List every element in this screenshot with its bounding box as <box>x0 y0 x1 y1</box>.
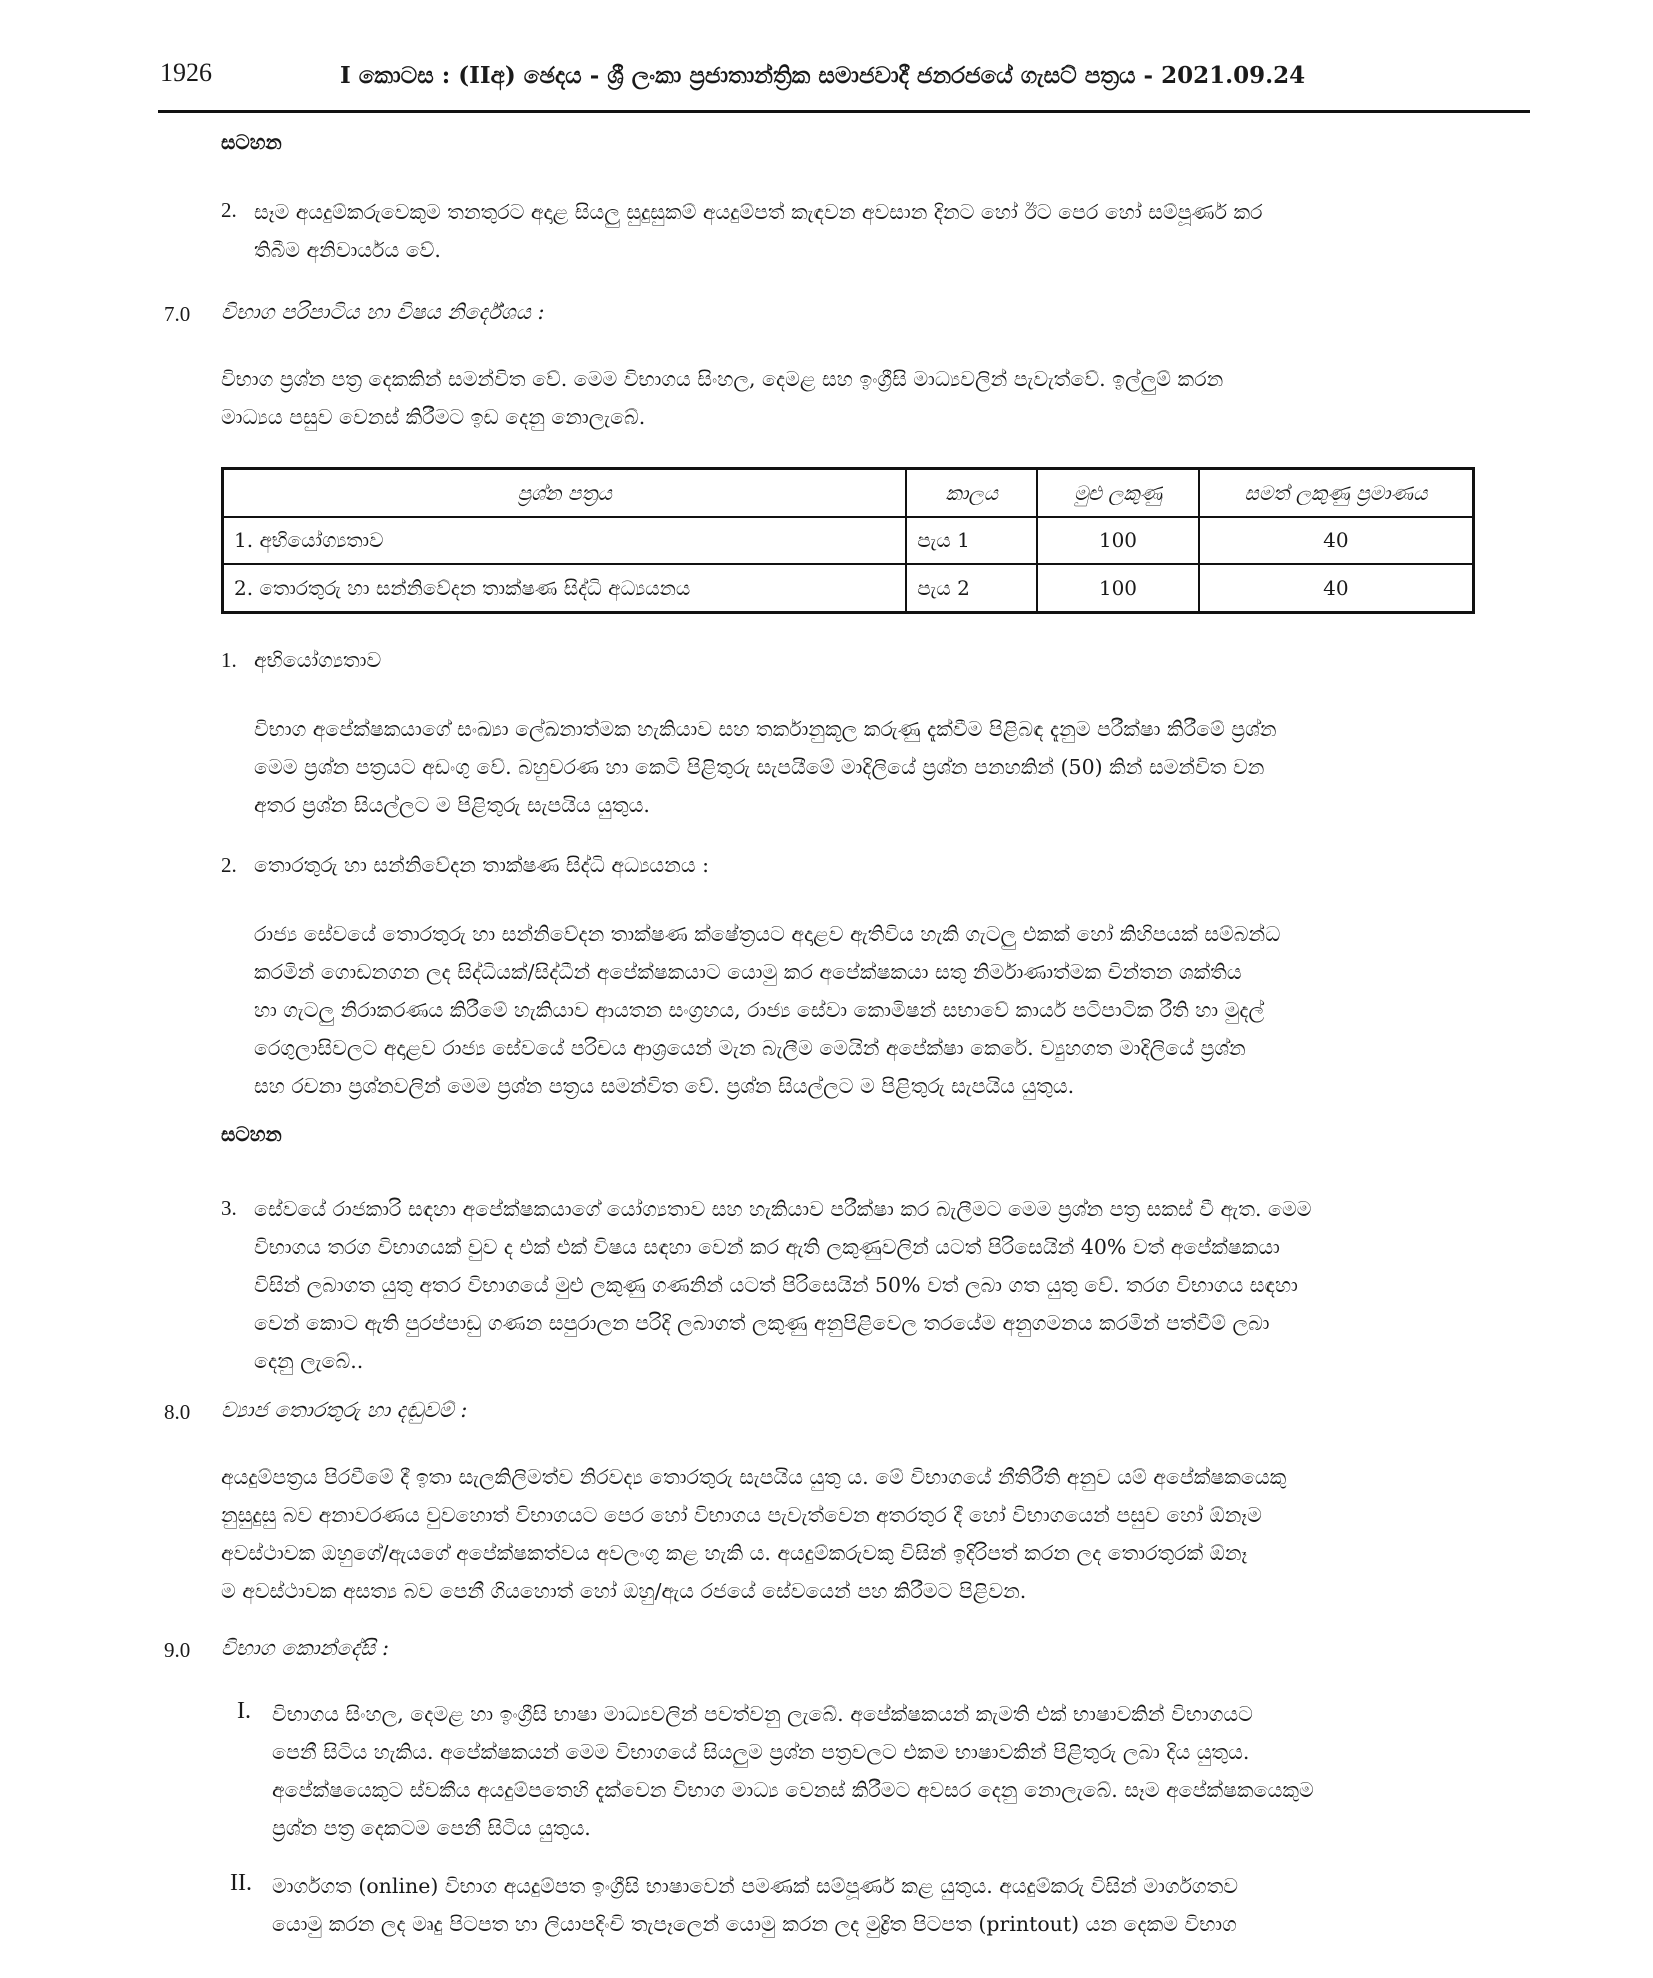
table-cell: පැය 1 <box>906 517 1037 565</box>
table-row <box>223 564 1474 612</box>
section9-item1-line-1: විභාගය සිංහල, දෙමළ හා ඉංග්‍රීසි භාෂා මාධ්‍යවලින් පවත්වනු ලැබේ. අපේක්ෂකයන් කැමති එක් භාෂාවකින් විභාගයට <box>272 1702 1253 1726</box>
section7-intro <box>221 360 1526 436</box>
table-header-row <box>223 469 1474 517</box>
section9-item1-line-4: ප්‍රශ්න පත්‍ර දෙකටම පෙනී සිටිය යුතුය. <box>272 1816 591 1840</box>
sub1-line-1: විභාග අපේක්ෂකයාගේ සංඛ්‍යා ලේඛනාත්මක හැකියාව සහ තර්කානුකූල කරුණු දැක්වීම පිළිබඳ දැනුම පරීක්ෂා කිරීමේ ප්‍රශ්න <box>254 717 1277 741</box>
section9-title: විභාග කොන්දේසි : <box>221 1636 390 1660</box>
note3-number: 3. <box>221 1196 237 1220</box>
section9-number: 9.0 <box>164 1638 191 1662</box>
page-number: 1926 <box>160 58 212 87</box>
col-header-paper: ප්‍රශ්න පත්‍රය <box>223 469 907 517</box>
table-cell: 100 <box>1037 517 1198 565</box>
sub1-line-2: මෙම ප්‍රශ්න පත්‍රයට අඩංගු වේ. බහුවරණ හා කෙටි පිළිතුරු සැපයීමේ මාදිලියේ ප්‍රශ්න පනහකින් (50) කින් සමන්විත වන <box>254 755 1265 779</box>
note3-line-1: සේවයේ රාජකාරි සඳහා අපේක්ෂකයාගේ යෝග්‍යතාව සහ හැකියාව පරීක්ෂා කර බැලීමට මෙම ප්‍රශ්න පත්‍ර සකස් වී ඇත. මෙම <box>254 1197 1312 1221</box>
sub1-line-3: අතර ප්‍රශ්න සියල්ලට ම පිළිතුරු සැපයිය යුතුය. <box>254 793 650 817</box>
sub2-line-2: කරමින් ගොඩනගන ලද සිද්ධියක්/සිද්ධීන් අපේක්ෂකයාට යොමු කර අපේක්ෂකයා සතු නිර්මාණාත්මක චින්තන ශක්තිය <box>254 960 1242 984</box>
section8-line-2: නුසුදුසු බව අනාවරණය වුවහොත් විභාගයට පෙර හෝ විභාගය පැවැත්වෙන අතරතුර දී හෝ විභාගයෙන් පසුව හෝ ඕනෑම <box>221 1503 1262 1527</box>
note-label-2: සටහන <box>221 1122 282 1146</box>
note3-line-2: විභාගය තරග විභාගයක් වුව ද එක් එක් විෂය සඳහා වෙන් කර ඇති ලකුණුවලින් යටත් පිරිසෙයින් 40% වත් අපේක්ෂකයා <box>254 1235 1280 1259</box>
note2-line-2: තිබීම අනිවාර්යය වේ. <box>254 238 441 262</box>
note3-line-3: විසින් ලබාගත යුතු අතර විභාගයේ මුළු ලකුණු ගණනින් යටත් පිරිසෙයින් 50% වත් ලබා ගත යුතු වේ. තරග විභාගය සඳහා <box>254 1273 1298 1297</box>
sub1-number: 1. <box>221 648 237 672</box>
section7-number: 7.0 <box>164 302 191 326</box>
section8-number: 8.0 <box>164 1400 191 1424</box>
note2-paragraph <box>254 193 1526 269</box>
section8-line-4: ම අවස්ථාවක අසත්‍ය බව පෙනී ගියහොත් හෝ ඔහු/ඇය රජයේ සේවයෙන් පහ කිරීමට පිළිවන. <box>221 1579 1027 1603</box>
section9-item1-line-2: පෙනී සිටිය හැකිය. අපේක්ෂකයන් මෙම විභාගයේ සියලුම ප්‍රශ්න පත්‍රවලට එකම භාෂාවකින් පිළිතුරු ලබා දිය යුතුය. <box>272 1740 1250 1764</box>
header-rule <box>158 110 1530 113</box>
exam-papers-table <box>221 467 1475 614</box>
section9-item2-line-1: මාර්ගගත (online) විභාග අයදුම්පත ඉංග්‍රීසි භාෂාවෙන් පමණක් සම්පූර්ණ කළ යුතුය. අයදුම්කරු විසින් මාර්ගගතව <box>272 1874 1238 1898</box>
col-header-total-marks: මුළු ලකුණු <box>1037 469 1198 517</box>
section8-line-1: අයදුම්පත්‍රය පිරවීමේ දී ඉතා සැලකිලිමත්ව නිරවද්‍ය තොරතුරු සැපයිය යුතු ය. මේ විභාගයේ නීතිරීති අනුව යම් අපේක්ෂකයෙකු <box>221 1465 1287 1489</box>
section9-item2-number: II. <box>230 1870 252 1896</box>
sub1-title: අභියෝග්‍යතාව <box>254 648 382 672</box>
sub1-paragraph <box>254 710 1526 824</box>
table-cell: 1. අභියෝග්‍යතාව <box>223 517 907 565</box>
table-row <box>223 517 1474 565</box>
sub2-line-4: රෙගුලාසිවලට අදාළව රාජ්‍ය සේවයේ පරිචය ආශ්‍රයෙන් මැන බැලීම මෙයින් අපේක්ෂා කෙරේ. ව්‍යුහගත මාදිලියේ ප්‍රශ්න <box>254 1036 1246 1060</box>
section7-intro-line-1: විභාග ප්‍රශ්න පත්‍ර දෙකකින් සමන්විත වේ. මෙම විභාගය සිංහල, දෙමළ සහ ඉංග්‍රීසි මාධ්‍යවලින් පැවැත්වේ. ඉල්ලුම් කරන <box>221 367 1224 391</box>
section9-item2-line-2: යොමු කරන ලද මෘදු පිටපත හා ලියාපදිංචි තැපෑලෙන් යොමු කරන ලද මුද්‍රිත පිටපත (printout) යන දෙකම විභාග <box>272 1912 1237 1936</box>
section8-paragraph <box>221 1458 1526 1610</box>
section8-title: ව්‍යාජ තොරතුරු හා දඬුවම් : <box>221 1398 468 1422</box>
col-header-time: කාලය <box>906 469 1037 517</box>
note2-line-1: සෑම අයදුම්කරුවෙකුම තනතුරට අදාළ සියලු සුදුසුකම් අයදුම්පත් කැඳවන අවසාන දිනට හෝ ඊට පෙර හෝ සම්පූර්ණ කර <box>254 200 1263 224</box>
note3-line-4: වෙන් කොට ඇති පුරප්පාඩු ගණන සපුරාලන පරිදි ලබාගත් ලකුණු අනුපිළිවෙල තරයේම අනුගමනය කරමින් පත්වීම් ලබා <box>254 1311 1270 1335</box>
section8-line-3: අවස්ථාවක ඔහුගේ/ඇයගේ අපේක්ෂකත්වය අවලංගු කළ හැකි ය. අයදුම්කරුවකු විසින් ඉදිරිපත් කරන ලද තොරතුරක් ඕනෑ <box>221 1541 1248 1565</box>
col-header-pass-marks: සමත් ලකුණු ප්‍රමාණය <box>1199 469 1474 517</box>
sub2-line-3: හා ගැටලු නිරාකරණය කිරීමේ හැකියාව ආයතන සංග්‍රහය, රාජ්‍ය සේවා කොමිෂන් සභාවේ කාර්ය පටිපාටික රීති හා මුදල් <box>254 998 1265 1022</box>
table-cell: 100 <box>1037 564 1198 612</box>
table-cell: 40 <box>1199 517 1474 565</box>
section9-item2-paragraph <box>272 1867 1526 1943</box>
note3-paragraph <box>254 1190 1526 1380</box>
section7-intro-line-2: මාධ්‍යය පසුව වෙනස් කිරීමට ඉඩ දෙනු නොලැබේ. <box>221 405 646 429</box>
section7-title: විභාග පරිපාටිය හා විෂය නිර්දේශය : <box>221 300 545 324</box>
section9-item1-number: I. <box>237 1698 251 1724</box>
sub2-number: 2. <box>221 853 237 877</box>
sub2-line-1: රාජ්‍ය සේවයේ තොරතුරු හා සන්නිවේදන තාක්ෂණ ක්ෂේත්‍රයට අදාළව ඇතිවිය හැකි ගැටලු එකක් හෝ කිහිපයක් සම්බන්ධ <box>254 922 1281 946</box>
gazette-header-title: I කොටස : (IIඅ) ඡෙදය - ශ්‍රී ලංකා ප්‍රජාතාන්ත්‍රික සමාජවාදී ජනරජයේ ගැසට් පත්‍රය - 2021.09.24 <box>340 62 1306 89</box>
table-cell: 40 <box>1199 564 1474 612</box>
sub2-line-5: සහ රචනා ප්‍රශ්නවලින් මෙම ප්‍රශ්න පත්‍රය සමන්විත වේ. ප්‍රශ්න සියල්ලට ම පිළිතුරු සැපයිය යුතුය. <box>254 1074 1075 1098</box>
section9-item1-paragraph <box>272 1695 1526 1847</box>
sub2-title: තොරතුරු හා සන්නිවේදන තාක්ෂණ සිද්ධි අධ්‍යයනය : <box>254 853 709 877</box>
section9-item1-line-3: අපේක්ෂයෙකුට ස්වකීය අයදුම්පතෙහි දැක්වෙන විභාග මාධ්‍ය වෙනස් කිරීමට අවසර දෙනු නොලැබේ. සෑම අපේක්ෂකයෙකුම <box>272 1778 1314 1802</box>
note-label-1: සටහන <box>221 130 282 154</box>
sub2-paragraph <box>254 915 1526 1105</box>
table-cell: 2. තොරතුරු හා සන්නිවේදන තාක්ෂණ සිද්ධි අධ්‍යයනය <box>223 564 907 612</box>
table-cell: පැය 2 <box>906 564 1037 612</box>
note3-line-5: දෙනු ලැබේ.. <box>254 1349 364 1373</box>
note2-number: 2. <box>221 198 237 222</box>
